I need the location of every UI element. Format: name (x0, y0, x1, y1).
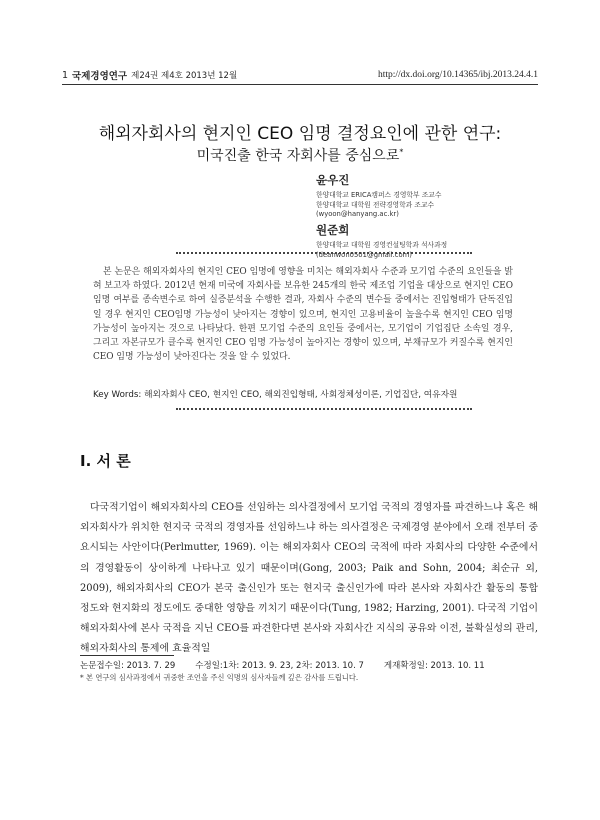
keywords (93, 388, 533, 400)
abstract-text: 본 논문은 해외자회사의 현지인 CEO 임명에 영향을 미치는 해외자회사 수준과 모기업 수준의 요인들을 밝혀 보고자 하였다. 2012년 현재 미국에 자회사를 보유한 245개의 한국 제조업 기업을 대상으로 현지인 CEO 임명 여부를 종속변수로 하여 실증분석을 수행한 결과, 자회사 수준의 변수들 중에서는 진입형태가 단독진입일 경우 현지인 CEO임명 가능성이 낮아지는 경향이 있으며, 현지인 고용비율이 높을수록 현지인 CEO 임명 가능성이 높아지는 것으로 나타났다. 한편 모기업 수준의 요인들 중에서는, 모기업이 기업집단 소속일 경우, 그리고 자본규모가 클수록 현지인 CEO 임명 가능성이 높아지는 경향이 있으며, 부채규모가 커질수록 현지인 CEO 임명 가능성이 낮아진다는 것을 알 수 있었다. (93, 267, 513, 363)
journal-name: 국제경영연구 (72, 71, 128, 82)
footnote-rule (80, 655, 174, 656)
author-email: (wyoon@hanyang.ac.kr) (316, 210, 399, 218)
keywords-text: 해외자회사 CEO, 현지인 CEO, 해외진입형태, 사회정체성이론, 기업집단, 여유자원 (144, 390, 458, 400)
paper-title: 해외자회사의 현지인 CEO 임명 결정요인에 관한 연구: (98, 124, 502, 144)
paper-subtitle (62, 145, 538, 165)
author-block-1 (316, 172, 441, 220)
section-heading: Ⅰ. 서 론 (80, 452, 131, 470)
author-name: 원준희 (316, 223, 350, 237)
subtitle-footnote-mark: * (399, 147, 404, 157)
page-number: 1 (62, 69, 69, 81)
revised-date: 수정일:1차: 2013. 9. 23, 2차: 2013. 10. 7 (195, 661, 364, 671)
submission-dates (80, 659, 485, 671)
abstract-bottom-divider (176, 408, 472, 410)
author-block-2 (316, 222, 447, 260)
received-date: 논문접수일: 2013. 7. 29 (80, 661, 176, 671)
author-affiliation: 한양대학교 ERICA캠퍼스 경영학부 조교수 (316, 191, 442, 199)
keywords-label: Key Words: (93, 390, 142, 400)
author-affiliation: 한양대학교 대학원 전략경영학과 조교수 (316, 200, 435, 209)
accepted-date: 게재확정일: 2013. 10. 11 (383, 661, 485, 671)
acknowledgement-footnote: * 본 연구의 심사과정에서 귀중한 조언을 주신 익명의 심사자들께 깊은 감사를 드립니다. (80, 673, 359, 682)
subtitle-text: 미국진출 한국 자회사를 중심으로 (196, 148, 400, 164)
author-email: (deanwon0501@gmail.com) (316, 250, 412, 259)
header-rule (62, 84, 538, 85)
author-affiliation: 한양대학교 대학원 경영컨설팅학과 석사과정 (316, 241, 448, 249)
header-left (62, 68, 237, 82)
abstract-top-divider (176, 252, 472, 254)
body-paragraph (80, 498, 538, 660)
author-name: 윤우진 (316, 173, 350, 187)
doi-link[interactable]: http://dx.doi.org/10.14365/ibj.2013.24.4.1 (377, 70, 538, 80)
running-header (62, 68, 538, 82)
body-text: 다국적기업이 해외자회사의 CEO를 선임하는 의사결정에서 모기업 국적의 경영자를 파견하느냐 혹은 해외자회사가 위치한 현지국 국적의 경영자를 선임하느냐 하는 의사결정은 국제경영 분야에서 오래 전부터 중요시되는 사안이다(Perlmutter, 1969). 이는 해외자회사 CEO의 국적에 따라 자회사의 다양한 수준에서의 경영활동이 상이하게 나타나고 있기 때문이며(Gong, 2003; Paik and Sohn, 2004; 최순규 외, 2009), 해외자회사의 CEO가 본국 출신인가 또는 현지국 출신인가에 따라 본사와 자회사간 활동의 통합 정도와 현지화의 정도에도 중대한 영향을 끼치기 때문이다(Tung, 1982; Harzing, 2001). 다국적 기업이 해외자회사에 본사 국적을 지닌 CEO를 파견한다면 본사와 자회사간 지식의 공유와 이전, 불확실성의 관리, 해외자회사의 통제에 효율적일 (80, 502, 538, 655)
abstract (93, 265, 513, 364)
volume-info: 제24권 제4호 2013년 12월 (131, 71, 238, 81)
